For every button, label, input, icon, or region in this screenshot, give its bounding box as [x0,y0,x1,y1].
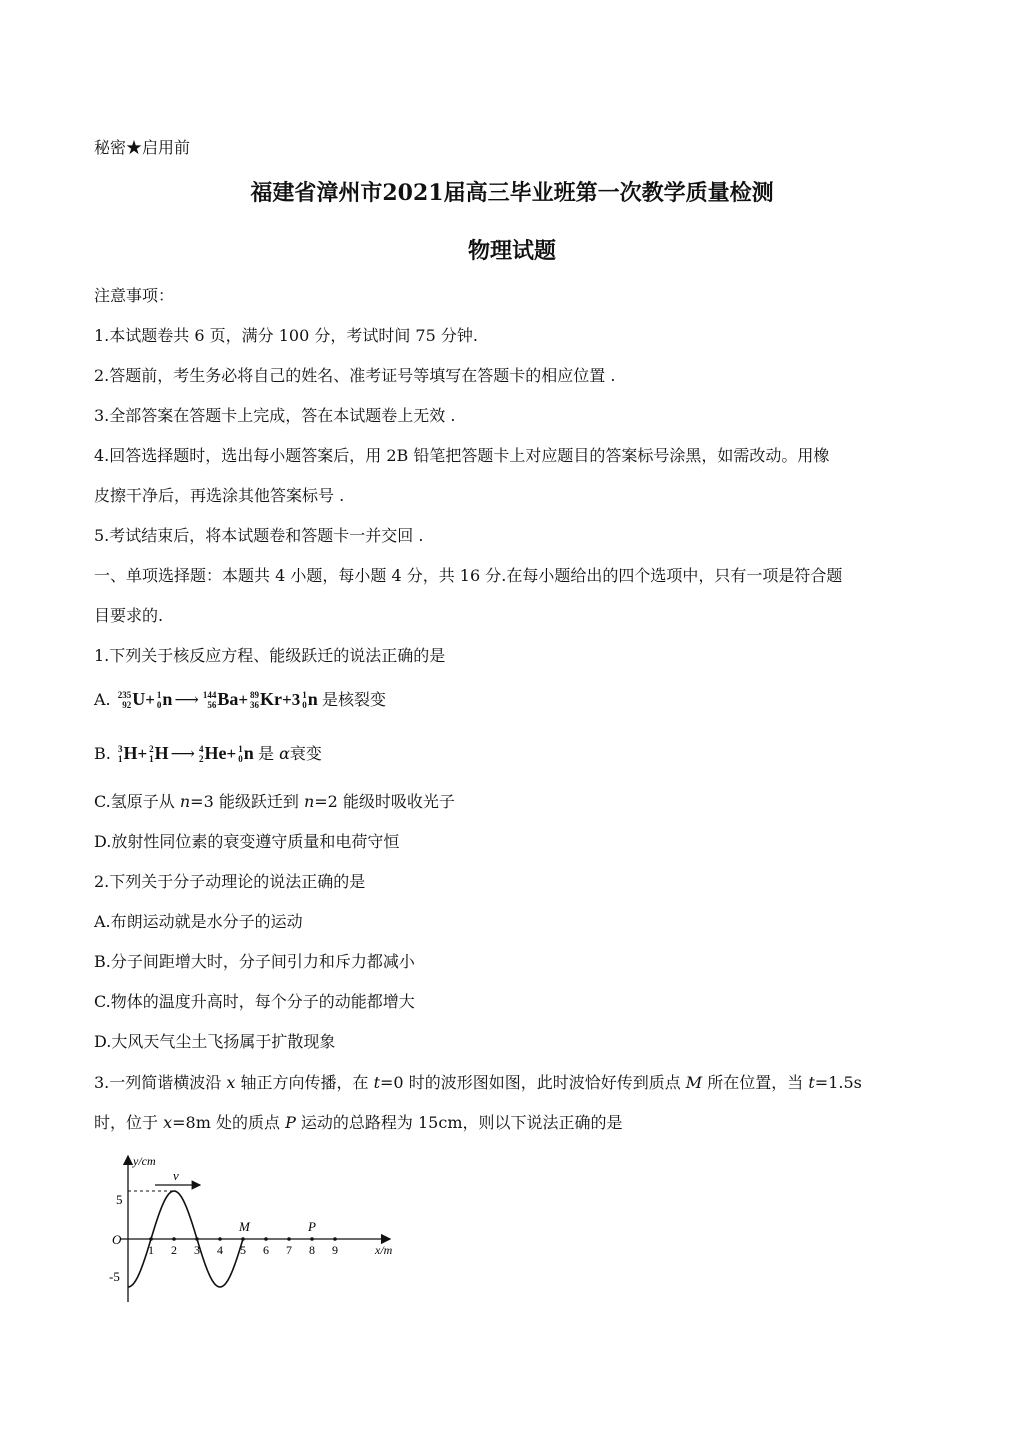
question-3-stem: 3.一列简谐横波沿 x 轴正方向传播，在 t=0 时的波形图如图，此时波恰好传到质点 M 所在位置，当 t=1.5s [94,1073,862,1092]
question-1-option-a: A. 235 92 U+ 1 0 n ⟶ 144 56 Ba+ 89 36 Kr+3 1 0 n 是核裂变 [94,689,386,711]
point-label-p: P [308,1219,316,1234]
x-tick-label: 2 [171,1243,177,1257]
note-item: 皮擦干净后，再选涂其他答案标号 . [94,486,345,505]
note-item: 3.全部答案在答题卡上完成，答在本试题卷上无效 . [94,406,456,425]
question-2-option-c: C.物体的温度升高时，每个分子的动能都增大 [94,992,415,1011]
question-1-option-c: C.氢原子从 n=3 能级跃迁到 n=2 能级时吸收光子 [94,792,455,811]
section-heading: 一、单项选择题：本题共 4 小题，每小题 4 分，共 16 分.在每小题给出的四个选项中，只有一项是符合题 [94,566,843,585]
question-2-option-a: A.布朗运动就是水分子的运动 [94,912,303,931]
x-tick [333,1237,337,1241]
note-item: 1.本试题卷共 6 页，满分 100 分，考试时间 75 分钟. [94,326,478,345]
note-item: 5.考试结束后，将本试题卷和答题卡一并交回 . [94,526,424,545]
x-tick-label: 6 [263,1243,269,1257]
exam-title: 福建省漳州市2021届高三毕业班第一次教学质量检测 [250,180,774,206]
x-tick-label: 1 [148,1243,154,1257]
y-axis-label: y/cm [133,1154,156,1168]
question-2-stem: 2.下列关于分子动理论的说法正确的是 [94,872,366,891]
question-2-option-b: B.分子间距增大时，分子间引力和斥力都减小 [94,952,415,971]
option-label: B. [94,744,111,763]
note-item: 2.答题前，考生务必将自己的姓名、准考证号等填写在答题卡的相应位置 . [94,366,616,385]
x-tick [310,1237,314,1241]
fission-formula: 235 92 U+ 1 0 n ⟶ 144 56 Ba+ 89 36 Kr+3 1 0 n [117,689,318,711]
x-tick-label: 5 [240,1243,246,1257]
y-tick-label: -5 [109,1269,120,1284]
x-tick [172,1237,176,1241]
velocity-label: v [173,1168,179,1183]
arrow-icon: ⟶ [174,690,199,709]
question-1-stem: 1.下列关于核反应方程、能级跃迁的说法正确的是 [94,646,446,665]
point-label-m: M [239,1219,250,1234]
x-tick [218,1237,222,1241]
y-tick-label: 5 [116,1192,123,1207]
section-heading-cont: 目要求的. [94,606,164,625]
x-tick-label: 4 [217,1243,223,1257]
notes-heading: 注意事项： [94,286,175,305]
x-tick [264,1237,268,1241]
question-1-option-d: D.放射性同位素的衰变遵守质量和电荷守恒 [94,832,400,851]
fusion-formula: 3 1 H+ 2 1 H ⟶ 4 2 He+ 1 0 n [117,743,254,765]
x-tick [287,1237,291,1241]
question-1-option-b: B. 3 1 H+ 2 1 H ⟶ 4 2 He+ 1 0 n 是 α衰变 [94,743,322,765]
x-tick-label: 9 [332,1243,338,1257]
confidential-label: 秘密★启用前 [94,138,191,157]
x-tick-label: 7 [286,1243,292,1257]
question-3-stem-cont: 时，位于 x=8m 处的质点 P 运动的总路程为 15cm，则以下说法正确的是 [94,1113,623,1132]
origin-label: O [112,1232,122,1247]
wave-graph [100,1150,410,1310]
note-item: 4.回答选择题时，选出每小题答案后，用 2B 铅笔把答题卡上对应题目的答案标号涂黑，如需改动。用橡 [94,446,830,465]
x-tick-label: 3 [194,1243,200,1257]
question-2-option-d: D.大风天气尘土飞扬属于扩散现象 [94,1032,336,1051]
exam-subject: 物理试题 [467,238,556,264]
option-label: A. [94,690,111,709]
x-tick-label: 8 [309,1243,315,1257]
x-axis-label: x/m [375,1243,393,1257]
arrow-icon: ⟶ [170,744,196,763]
